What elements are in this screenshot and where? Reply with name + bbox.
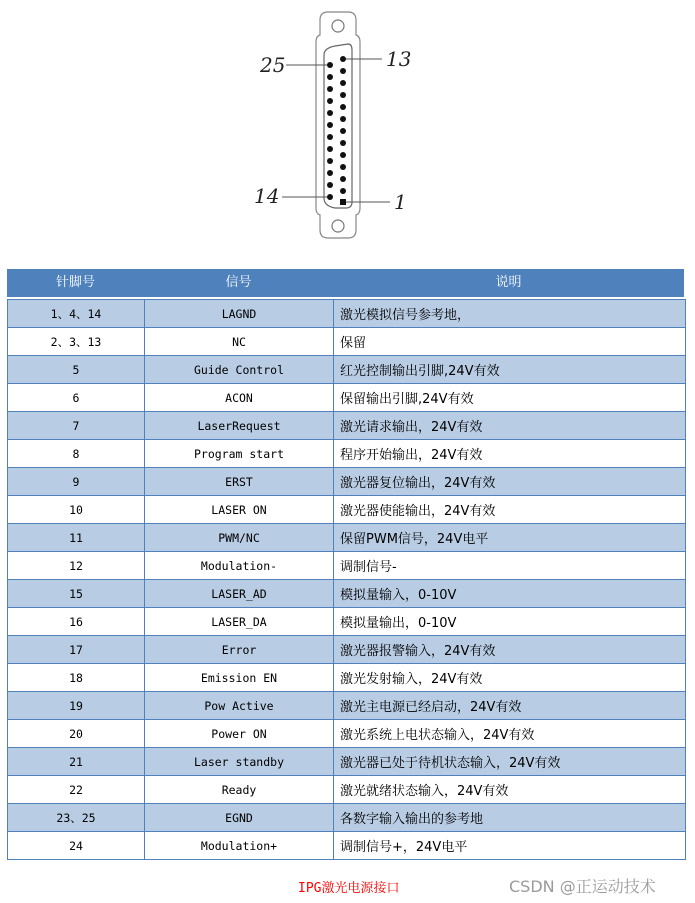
desc-cell: 激光系统上电状态输入，24V有效 — [334, 720, 686, 748]
desc-cell: 激光模拟信号参考地， — [334, 300, 686, 328]
table-row — [8, 636, 686, 664]
pin-cell: 17 — [8, 636, 145, 664]
table-row — [8, 356, 686, 384]
sig-cell: EGND — [145, 804, 334, 832]
desc-cell: 激光发射输入，24V有效 — [334, 664, 686, 692]
table-row — [8, 608, 686, 636]
sig-cell: Power ON — [145, 720, 334, 748]
sig-cell: NC — [145, 328, 334, 356]
pin-label-25: 25 — [260, 53, 286, 77]
sig-cell: Error — [145, 636, 334, 664]
table-row — [8, 412, 686, 440]
pin-cell: 22 — [8, 776, 145, 804]
pin-label-14: 14 — [254, 184, 280, 208]
pin-table — [7, 299, 686, 860]
table-row — [8, 832, 686, 860]
table-row — [8, 440, 686, 468]
sig-cell: LASER_AD — [145, 580, 334, 608]
table-row — [8, 748, 686, 776]
sig-cell: ACON — [145, 384, 334, 412]
desc-cell: 激光请求输出，24V有效 — [334, 412, 686, 440]
pin-cell: 11 — [8, 524, 145, 552]
pin-cell: 23、25 — [8, 804, 145, 832]
header-signal: 信号 — [225, 275, 252, 290]
sig-cell: Ready — [145, 776, 334, 804]
sig-cell: Modulation- — [145, 552, 334, 580]
pin-cell: 12 — [8, 552, 145, 580]
pin-label-13: 13 — [386, 47, 412, 71]
pin-cell: 21 — [8, 748, 145, 776]
table-row — [8, 580, 686, 608]
desc-cell: 保留输出引脚,24V有效 — [334, 384, 686, 412]
sig-cell: Pow Active — [145, 692, 334, 720]
desc-cell: 保留PWM信号，24V电平 — [334, 524, 686, 552]
desc-cell: 程序开始输出，24V有效 — [334, 440, 686, 468]
pin-cell: 8 — [8, 440, 145, 468]
desc-cell: 激光器使能输出，24V有效 — [334, 496, 686, 524]
desc-cell: 激光器报警输入，24V有效 — [334, 636, 686, 664]
watermark: CSDN @正运动技术 — [509, 877, 656, 896]
pin-cell: 15 — [8, 580, 145, 608]
table-row — [8, 496, 686, 524]
table-row — [8, 384, 686, 412]
table-row — [8, 692, 686, 720]
table-row — [8, 328, 686, 356]
pin-cell: 2、3、13 — [8, 328, 145, 356]
desc-cell: 激光器复位输出，24V有效 — [334, 468, 686, 496]
desc-cell: 红光控制输出引脚,24V有效 — [334, 356, 686, 384]
pin-cell: 19 — [8, 692, 145, 720]
table-row — [8, 552, 686, 580]
sig-cell: Emission EN — [145, 664, 334, 692]
sig-cell: Laser standby — [145, 748, 334, 776]
desc-cell: 激光器已处于待机状态输入，24V有效 — [334, 748, 686, 776]
table-row — [8, 468, 686, 496]
desc-cell: 保留 — [334, 328, 686, 356]
figure-caption: IPG激光电源接口 — [298, 881, 400, 896]
table-header — [7, 269, 684, 297]
header-pin: 针脚号 — [55, 275, 95, 290]
header-description: 说明 — [495, 275, 522, 290]
pin-cell: 20 — [8, 720, 145, 748]
sig-cell: LASER_DA — [145, 608, 334, 636]
pin-cell: 1、4、14 — [8, 300, 145, 328]
table-row — [8, 300, 686, 328]
pin-cell: 6 — [8, 384, 145, 412]
pin-label-1: 1 — [394, 190, 407, 214]
table-row — [8, 720, 686, 748]
pin-cell: 16 — [8, 608, 145, 636]
sig-cell: Program start — [145, 440, 334, 468]
sig-cell: PWM/NC — [145, 524, 334, 552]
pin-cell: 9 — [8, 468, 145, 496]
desc-cell: 模拟量输出，0-10V — [334, 608, 686, 636]
sig-cell: LaserRequest — [145, 412, 334, 440]
desc-cell: 激光主电源已经启动，24V有效 — [334, 692, 686, 720]
sig-cell: ERST — [145, 468, 334, 496]
pin-cell: 5 — [8, 356, 145, 384]
sig-cell: LASER ON — [145, 496, 334, 524]
table-row — [8, 804, 686, 832]
table-row — [8, 524, 686, 552]
sig-cell: Guide Control — [145, 356, 334, 384]
pin-cell: 10 — [8, 496, 145, 524]
pin-cell: 24 — [8, 832, 145, 860]
db25-connector-diagram — [240, 0, 440, 250]
desc-cell: 调制信号+，24V电平 — [334, 832, 686, 860]
desc-cell: 激光就绪状态输入，24V有效 — [334, 776, 686, 804]
sig-cell: LAGND — [145, 300, 334, 328]
table-row — [8, 664, 686, 692]
desc-cell: 模拟量输入，0-10V — [334, 580, 686, 608]
table-row — [8, 776, 686, 804]
sig-cell: Modulation+ — [145, 832, 334, 860]
pin-cell: 18 — [8, 664, 145, 692]
desc-cell: 调制信号- — [334, 552, 686, 580]
desc-cell: 各数字输入输出的参考地 — [334, 804, 686, 832]
pin-cell: 7 — [8, 412, 145, 440]
